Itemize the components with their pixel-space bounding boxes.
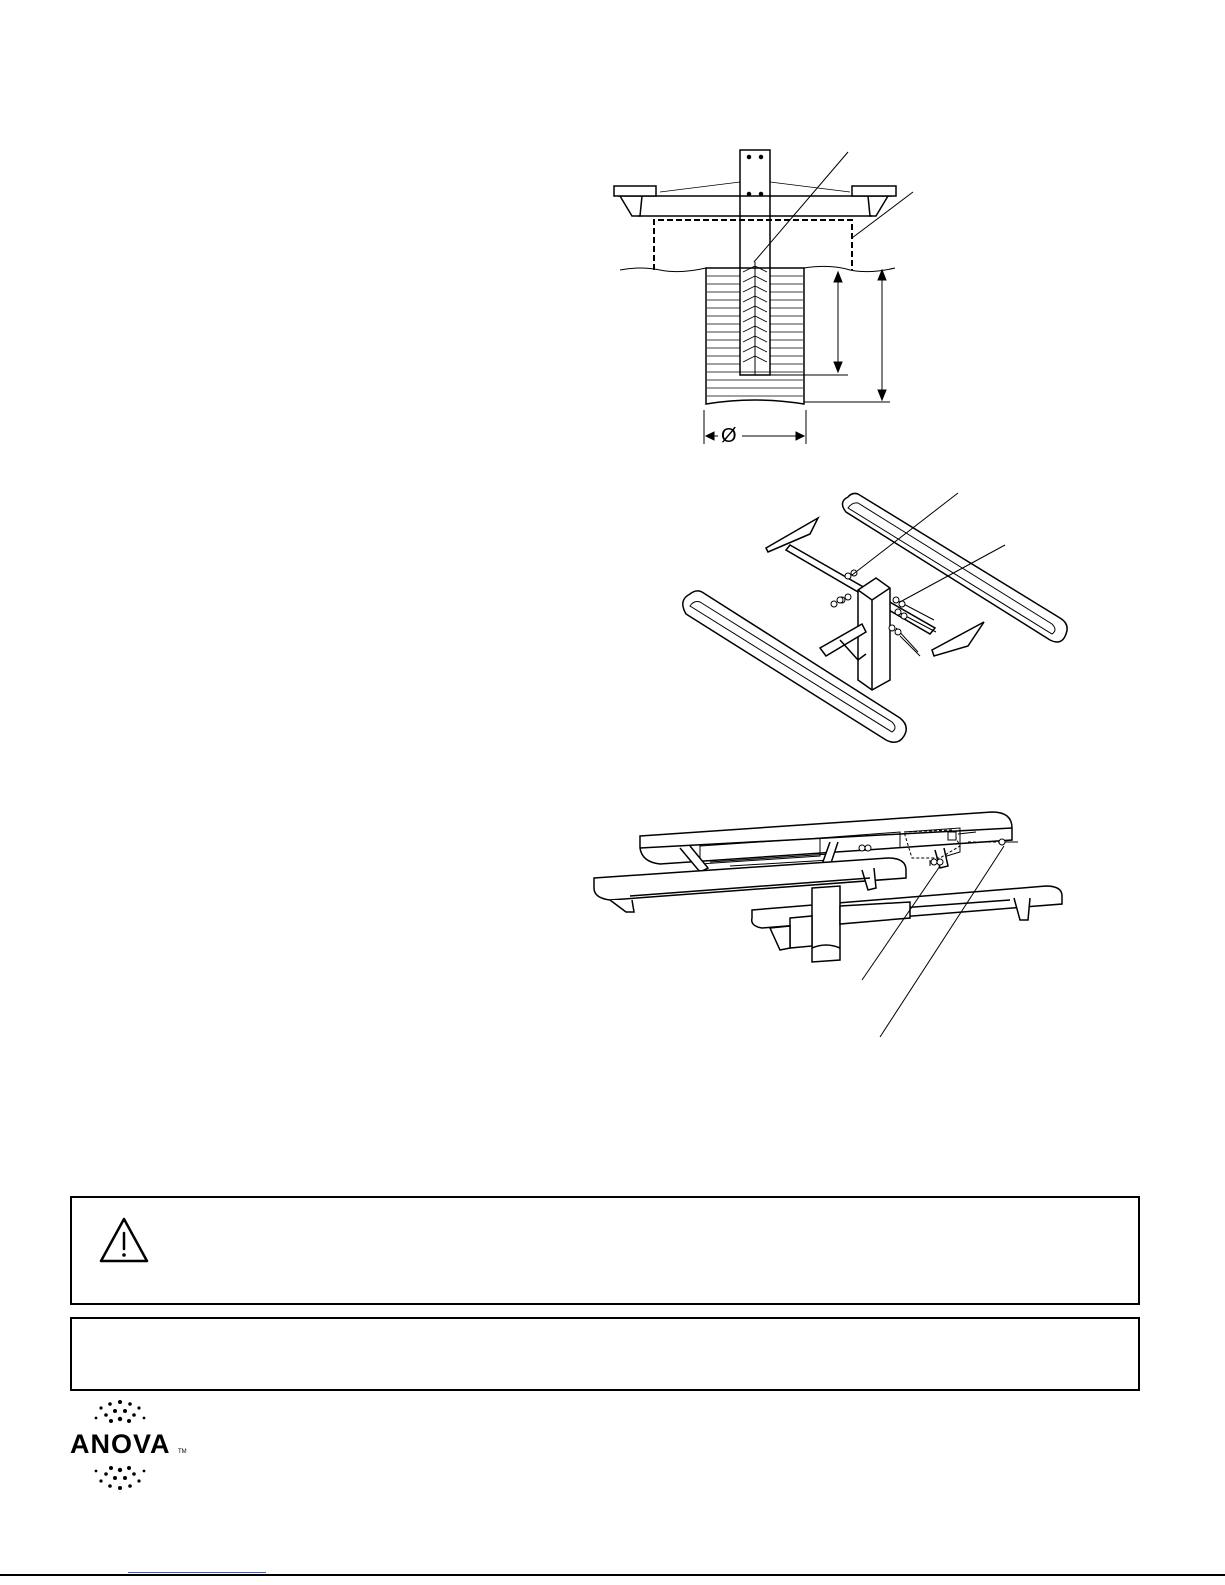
tabletop-diagram — [585, 800, 1070, 1045]
tabletop-svg — [585, 800, 1070, 1045]
footing-diagram — [600, 140, 940, 460]
dashed-outline — [654, 220, 852, 270]
table-frame — [614, 182, 896, 216]
footing-diagram-svg — [600, 140, 940, 460]
logo-trademark: TM — [178, 1449, 187, 1455]
footer-rule — [0, 1574, 1225, 1576]
anova-logo — [70, 1398, 200, 1498]
diameter-symbol: Ø — [721, 425, 737, 447]
logo-wordmark: ANOVA — [70, 1429, 171, 1459]
center-post — [770, 886, 910, 962]
depth-dimensions — [770, 270, 890, 402]
warning-box — [70, 1196, 1140, 1305]
frame-assembly-diagram — [670, 485, 1090, 750]
leader-lines — [754, 152, 913, 262]
frame-assembly-svg — [670, 485, 1090, 750]
bracket-right — [932, 622, 984, 656]
footer-link-underline[interactable] — [128, 1572, 266, 1573]
note-box — [70, 1317, 1140, 1391]
warning-triangle-icon — [98, 1216, 150, 1264]
diameter-dimension — [704, 410, 806, 444]
